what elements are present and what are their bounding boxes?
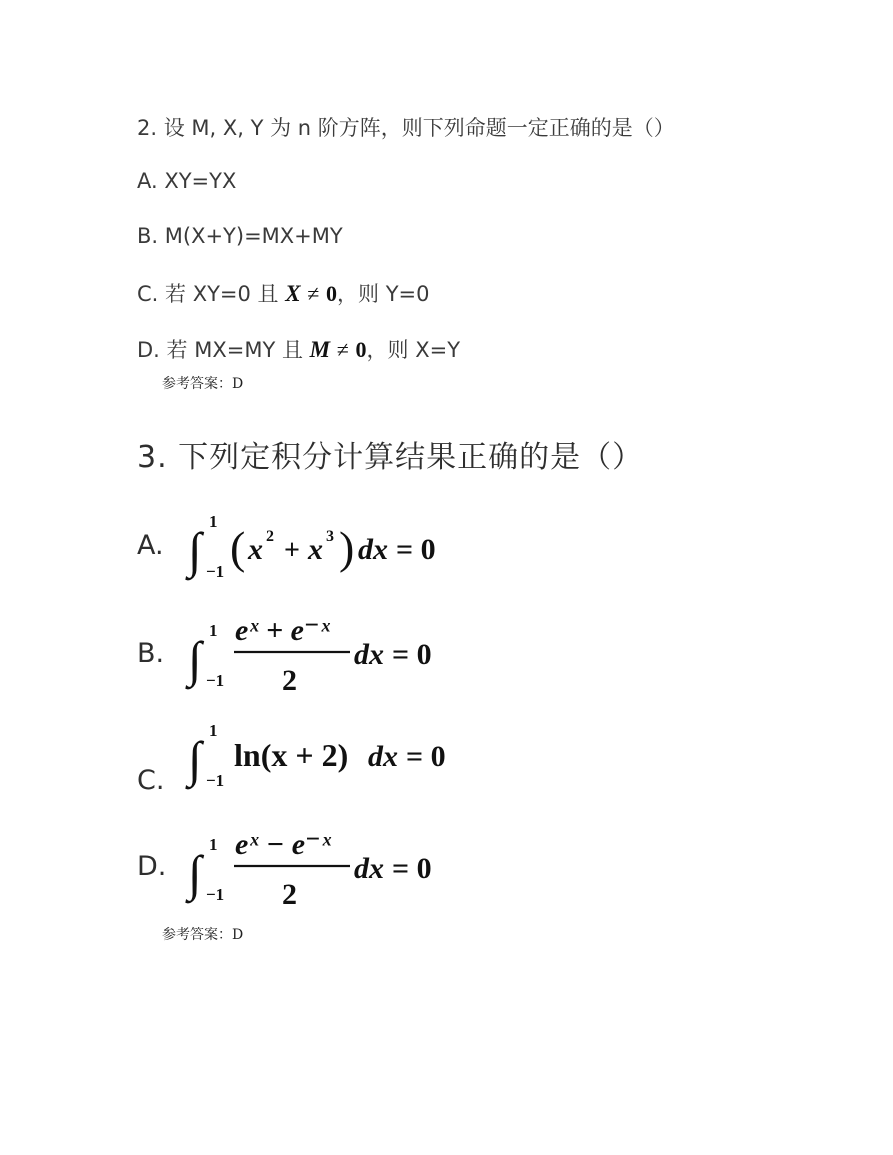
numerator: eˣ − e⁻ˣ	[235, 828, 332, 861]
denominator: 2	[282, 664, 297, 697]
plus-sign: +	[284, 535, 300, 566]
integral-symbol: ∫	[188, 522, 202, 578]
q3-answer: 参考答案：D	[162, 927, 244, 943]
integral-symbol: ∫	[188, 731, 202, 787]
integral-symbol: ∫	[188, 631, 202, 687]
numerator: eˣ + e⁻ˣ	[235, 614, 330, 647]
q3-option-c-label: C.	[137, 765, 165, 796]
q3-option-c-formula	[186, 718, 486, 798]
equals-zero: = 0	[396, 533, 436, 566]
var-x: x	[248, 533, 263, 566]
dx: dx	[368, 740, 398, 773]
integral-symbol: ∫	[188, 845, 202, 901]
q2-option-d	[137, 334, 460, 364]
integral-upper: 1	[209, 621, 218, 640]
q2-option-c-var: X	[285, 281, 301, 306]
exponent-2: 2	[266, 528, 274, 545]
dx: dx	[354, 638, 384, 671]
q2-option-c-label: C.	[137, 282, 159, 306]
q2-option-c-zero: 0	[326, 281, 338, 306]
paren-left: (	[230, 522, 246, 573]
equals-zero: = 0	[392, 852, 432, 885]
dx: dx	[358, 533, 388, 566]
integral-lower: −1	[206, 771, 225, 790]
dx: dx	[354, 852, 384, 885]
integral-upper: 1	[209, 512, 218, 531]
q2-option-d-pre: 若 MX=MY 且	[166, 338, 303, 362]
q2-option-d-label: D.	[137, 338, 160, 362]
equals-zero: = 0	[392, 638, 432, 671]
q2-answer: 参考答案：D	[162, 376, 244, 392]
q2-option-a: A. XY=YX	[137, 169, 237, 193]
q2-option-d-post: ，则 X=Y	[366, 338, 461, 362]
q3-option-d-label: D.	[137, 851, 167, 882]
equals-zero: = 0	[406, 740, 446, 773]
log-expression: ln(x + 2)	[234, 737, 349, 773]
q3-option-a-label: A.	[137, 530, 164, 561]
q2-option-d-zero: 0	[355, 337, 367, 362]
q2-option-d-var: M	[309, 337, 331, 362]
exponent-3: 3	[326, 528, 334, 545]
denominator: 2	[282, 878, 297, 911]
q3-option-b-label: B.	[137, 638, 165, 669]
integral-upper: 1	[209, 721, 218, 740]
integral-lower: −1	[206, 562, 225, 581]
paren-right: )	[339, 522, 355, 573]
q2-option-c-pre: 若 XY=0 且	[165, 282, 279, 306]
q2-option-b: B. M(X+Y)=MX+MY	[137, 224, 343, 248]
q2-option-c-neq: ≠	[307, 281, 320, 306]
question-2-stem: 2. 设 M, X, Y 为 n 阶方阵，则下列命题一定正确的是（）	[137, 116, 675, 140]
q3-option-b-formula	[186, 608, 486, 698]
q3-option-d-formula	[186, 822, 486, 912]
q2-option-c-post: ，则 Y=0	[337, 282, 430, 306]
question-3-stem: 3. 下列定积分计算结果正确的是（）	[137, 440, 644, 475]
q2-option-d-neq: ≠	[336, 337, 349, 362]
integral-upper: 1	[209, 835, 218, 854]
var-x: x	[308, 533, 323, 566]
q3-option-a-formula	[186, 505, 486, 585]
integral-lower: −1	[206, 671, 225, 690]
integral-lower: −1	[206, 885, 225, 904]
q2-option-c	[137, 278, 430, 308]
